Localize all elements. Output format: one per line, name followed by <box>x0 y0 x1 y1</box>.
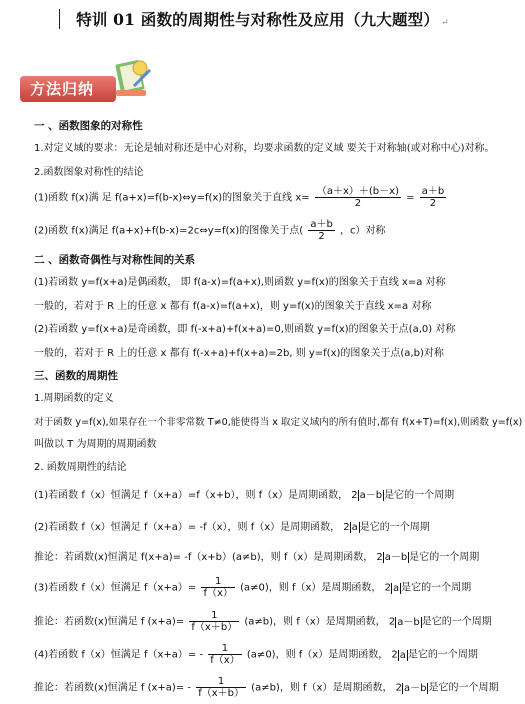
method-summary-banner <box>20 56 152 106</box>
section-3-heading: 三、函数的周期性 <box>34 370 118 382</box>
sec3-p2: 对于函数 y=f(x),如果存在一个非零常数 T≠0,能使得当 x 取定义域内的所有值时,都有 f(x+T)=f(x),则函数 y=f(x) <box>34 417 523 428</box>
fraction: $\frac{1}{f(x+b)}$ <box>191 610 238 633</box>
sec2-p4: 一般的，若对于 R 上的任意 x 都有 f(-x+a)+f(x+a)=2b, 则 y=f(x)的图象关于点(a,b)对称 <box>34 348 444 359</box>
periodic-corollary-1: 推论：若函数(x)恒满足 f(x+a)= -f（x+b）(a≠b)，则 f（x）是周期函数， 2 a－b 是它的一个周期 <box>34 552 480 563</box>
fraction: $\frac{1}{f(x)}$ <box>203 576 233 599</box>
fraction: $\frac{a+b}{2}$ <box>310 219 333 242</box>
periodic-rule-1: (1)若函数 f（x）恒满足 f（x+a）=f（x+b），则 f（x）是周期函数， 2 a－b 是它的一个周期 <box>34 490 455 501</box>
sec2-p3: (2)若函数 y=f(x+a)是奇函数，即 f(-x+a)+f(x+a)=0,则函数 y=f(x)的图象关于点(a,0) 对称 <box>34 324 456 335</box>
fraction: $\frac{1}{f(x)}$ <box>210 643 240 666</box>
book-icon <box>112 56 152 102</box>
periodic-rule-4: (4)若函数 f（x）恒满足 f（x+a）= - $\frac{1}{f(x)}$ (a≠0)，则 f（x）是周期函数， 2 a 是它的一个周期 <box>34 643 478 666</box>
periodic-corollary-2: 推论：若函数(x)恒满足 f (x+a)= $\frac{1}{f(x+b)}$ (a≠b)，则 f（x）是周期函数， 2 a－b 是它的一个周期 <box>34 610 492 633</box>
periodic-corollary-3: 推论：若函数(x)恒满足 f (x+a)= - $\frac{1}{f(x+b)}$ (a≠b)，则 f（x）是周期函数， 2 a－b 是它的一个周期 <box>34 676 499 699</box>
fraction: $\frac{1}{f(x+b)}$ <box>198 676 244 699</box>
periodic-rule-2: (2)若函数 f（x）恒满足 f（x+a）= -f（x），则 f（x）是周期函数， 2 a 是它的一个周期 <box>34 522 430 533</box>
sec1-formula-1: (1)函数 f(x)满 足 f(a+x)=f(b-x)⇔y=f(x)的图象关于直线 x= $\frac{(a+x)+(b-x)}{2}$ = $\frac{a+b}{2}$ <box>34 186 445 209</box>
section-2-heading: 二 、函数奇偶性与对称性间的关系 <box>34 254 196 266</box>
sec2-p2: 一般的，若对于 R 上的任意 x 都有 f(a-x)=f(a+x)，则 y=f(x)的图象关于直线 x=a 对称 <box>34 301 432 312</box>
fraction: $\frac{(a+x)+(b-x)}{2}$ <box>316 186 399 209</box>
sec3-p4: 2. 函数周期性的结论 <box>34 462 127 473</box>
fraction: $\frac{a+b}{2}$ <box>421 186 445 209</box>
sec1-p1: 1.对定义域的要求：无论是轴对称还是中心对称，均要求函数的定义域 要关于对称轴(或对称中心)对称。 <box>34 143 495 154</box>
sec2-p1: (1)若函数 y=f(x+a)是偶函数， 即 f(a-x)=f(a+x),则函数 y=f(x)的图象关于直线 x=a 对称 <box>34 277 446 288</box>
page-title: 特训 01 函数的周期性与对称性及应用（九大题型） ↵ <box>76 10 449 29</box>
banner-label: 方法归纳 <box>20 76 116 102</box>
sec1-p2: 2.函数图象对称性的结论 <box>34 167 144 178</box>
sec3-p3: 叫做以 T 为周期的周期函数 <box>34 439 157 450</box>
section-1-heading: 一 、函数图象的对称性 <box>34 120 143 132</box>
sec1-formula-2: (2)函数 f(x)满足 f(a+x)+f(b-x)=2c⇔y=f(x)的图像关于点( $\frac{a+b}{2}$ ，c）对称 <box>34 219 386 242</box>
periodic-rule-3: (3)若函数 f（x）恒满足 f（x+a）= $\frac{1}{f(x)}$ (a≠0)，则 f（x）是周期函数， 2 a 是它的一个周期 <box>34 576 472 599</box>
sec3-p1: 1.周期函数的定义 <box>34 393 114 404</box>
